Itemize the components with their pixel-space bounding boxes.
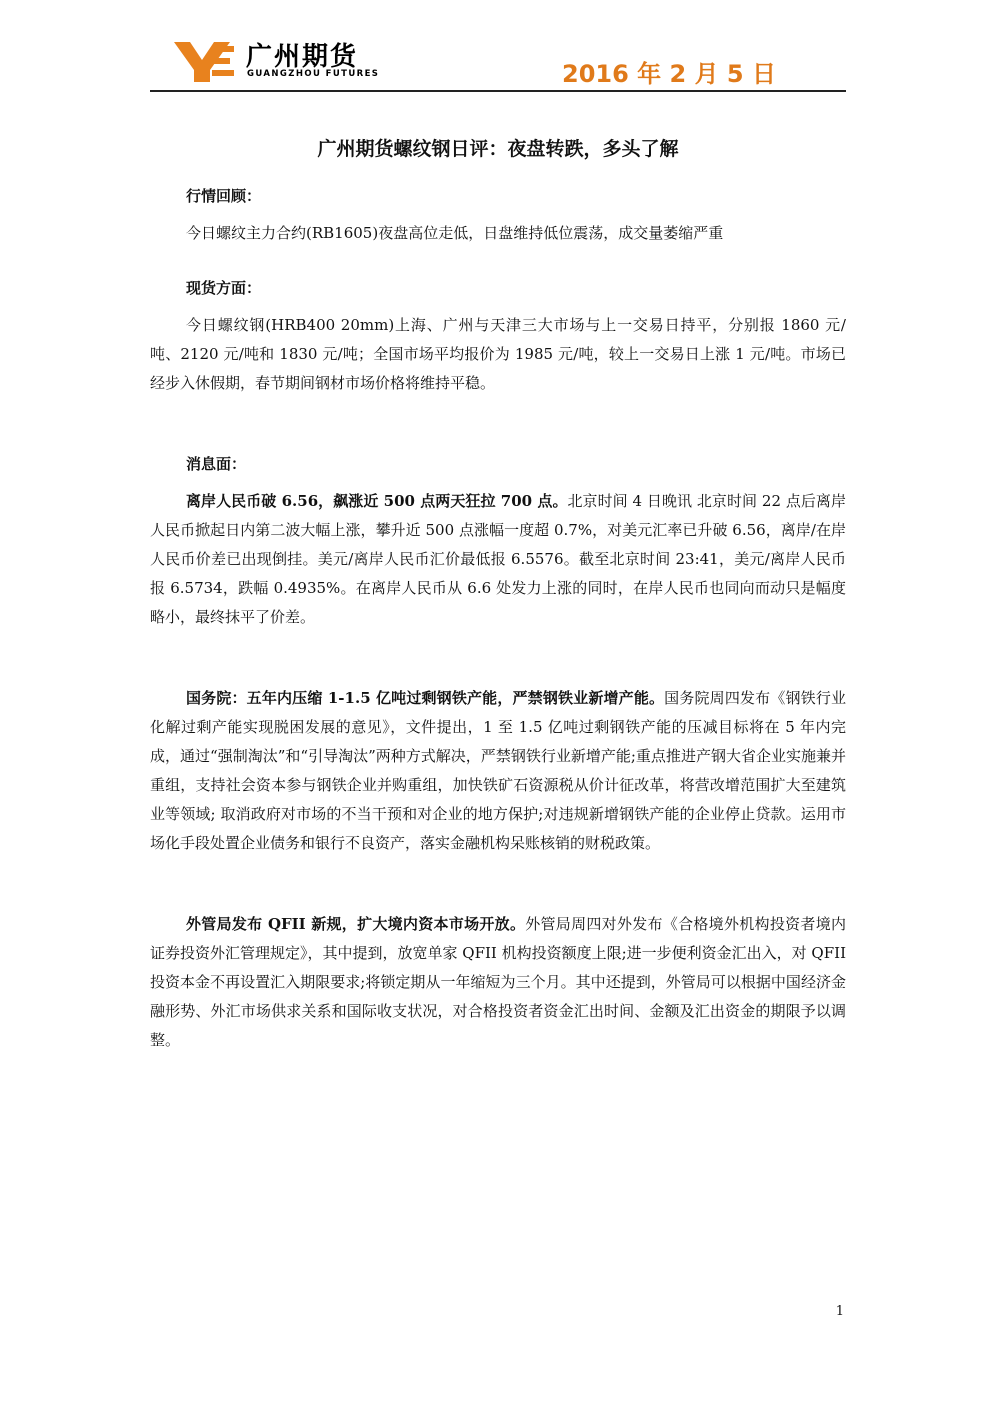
logo-english-name: GUANGZHOU FUTURES bbox=[247, 69, 380, 79]
document-body bbox=[150, 182, 846, 1055]
spot-text: 今日螺纹钢(HRB400 20mm)上海、广州与天津三大市场与上一交易日持平，分别报 1860 元/吨、2120 元/吨和 1830 元/吨；全国市场平均报价为 1985 元/吨，较上一交易日上涨 1 元/吨。市场已经步入休假期，春节期间钢材市场价格将维持平稳。 bbox=[150, 316, 846, 392]
news-item-lead: 国务院：五年内压缩 1-1.5 亿吨过剩钢铁产能，严禁钢铁业新增产能。 bbox=[186, 689, 665, 707]
document-title: 广州期货螺纹钢日评：夜盘转跌，多头了解 bbox=[317, 138, 679, 160]
news-item bbox=[150, 487, 846, 632]
report-date: 2016 年 2 月 5 日 bbox=[562, 60, 776, 88]
logo-chinese-name: 广州期货 bbox=[246, 42, 359, 72]
news-item-text: 国务院周四发布《钢铁行业化解过剩产能实现脱困发展的意见》，文件提出，1 至 1.5 亿吨过剩钢铁产能的压减目标将在 5 年内完成，通过“强制淘汰”和“引导淘汰”两种方式解决，严禁钢铁行业新增产能;重点推进产钢大省企业实施兼并重组，支持社会资本参与钢铁企业并购重组，加快铁矿石资源税从价计征改革，将营改增范围扩大至建筑业等领域; 取消政府对市场的不当干预和对企业的地方保护;对违规新增钢铁产能的企业停止贷款。运用市场化手段处置企业债务和银行不良资产，落实金融机构呆账核销的财税政策。 bbox=[150, 689, 846, 852]
news-item-text: 北京时间 4 日晚讯 北京时间 22 点后离岸人民币掀起日内第二波大幅上涨，攀升近 500 点涨幅一度超 0.7%，对美元汇率已升破 6.56，离岸/在岸人民币价差已出现倒挂。美元/离岸人民币汇价最低报 6.5576。截至北京时间 23:41，美元/离岸人民币报 6.5734，跌幅 0.4935%。在离岸人民币从 6.6 处发力上涨的同时，在岸人民币也同向而动只是幅度略小，最终抹平了价差。 bbox=[150, 492, 846, 626]
news-item-text: 外管局周四对外发布《合格境外机构投资者境内证券投资外汇管理规定》，其中提到，放宽单家 QFII 机构投资额度上限;进一步便利资金汇出入，对 QFII 投资本金不再设置汇入期限要求;将锁定期从一年缩短为三个月。其中还提到，外管局可以根据中国经济金融形势、外汇市场供求关系和国际收支状况，对合格投资者资金汇出时间、金额及汇出资金的期限予以调整。 bbox=[150, 915, 846, 1049]
news-item bbox=[150, 910, 846, 1055]
section-heading-spot: 现货方面： bbox=[186, 279, 262, 297]
page-number: 1 bbox=[835, 1304, 844, 1319]
market-review-text: 今日螺纹主力合约(RB1605)夜盘高位走低，日盘维持低位震荡，成交量萎缩严重 bbox=[186, 224, 724, 242]
news-item bbox=[150, 684, 846, 858]
section-heading-market-review: 行情回顾： bbox=[186, 187, 262, 205]
section-heading-news: 消息面： bbox=[186, 455, 247, 473]
page-header bbox=[150, 34, 846, 90]
company-logo-icon bbox=[172, 40, 236, 84]
news-item-lead: 外管局发布 QFII 新规，扩大境内资本市场开放。 bbox=[186, 915, 526, 933]
news-item-lead: 离岸人民币破 6.56，飙涨近 500 点两天狂拉 700 点。 bbox=[186, 492, 568, 510]
header-divider bbox=[150, 90, 846, 92]
